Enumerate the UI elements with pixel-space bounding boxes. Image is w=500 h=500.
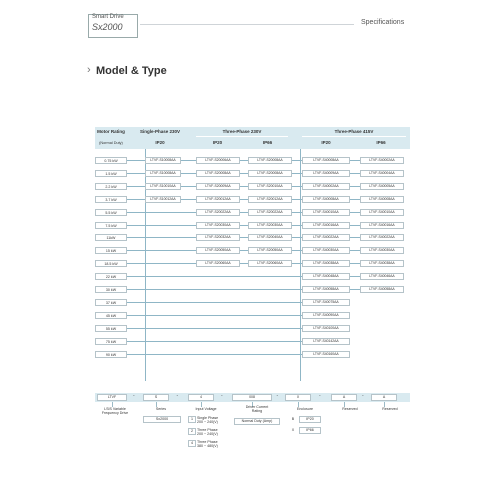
ip20-label: IP20 [321,140,331,145]
model-cell: LTVF-S40002AA [360,157,404,164]
prefix-desc [95,407,135,415]
model-cell: LTVF-S40010AA [360,209,404,216]
brand-name: Smart Drive [92,14,124,20]
model-cell: LTVF-S20030AA [248,222,292,229]
model-cell: LTVF-S40038AA [360,260,404,267]
model-cell: LTVF-S40009AA [302,170,350,177]
model-code-part: LTVF [97,394,127,401]
model-cell: LTVF-S40008AA [360,196,404,203]
current-label-line1: Driver Current [245,405,269,409]
voltage-desc [197,416,229,424]
current-label [232,405,282,413]
brand-model: Sx2000 [92,22,123,32]
model-cell: LTVF-S20040AA [248,234,292,241]
model-cell: LTVF-S20009AA [196,183,240,190]
model-cell: LTVF-S20060AA [196,260,240,267]
row-connector [127,276,398,277]
model-cell: LTVF-S20012AA [248,196,292,203]
group-header-three-415: Three-Phase 415V [334,129,374,134]
model-code-part: A [331,394,357,401]
motor-rating-cell: 2.2 kW [95,183,127,190]
ip20-label: IP20 [212,140,223,145]
model-cell: LTVF-S40142AA [302,338,350,345]
model-cell: LTVF-S40016AA [302,222,350,229]
voltage-desc-line1: Single Phase [197,416,219,420]
model-cell: LTVF-S20008AA [248,157,292,164]
model-cell: LTVF-S20008AA [248,170,292,177]
voltage-desc [197,428,229,436]
model-cell: LTVF-S20030AA [196,222,240,229]
prefix-desc-line2: Frequency Drive [101,411,129,415]
model-code-part: 008 [232,394,272,401]
group-divider [302,136,406,137]
model-cell: LTVF-S20050AA [196,247,240,254]
model-cell: LTVF-S40002AA [302,183,350,190]
model-cell: LTVF-S40046AA [360,273,404,280]
model-cell: LTVF-S40038AA [302,260,350,267]
code-separator: - [319,393,321,399]
reserved-label-1: Reserved [342,407,358,411]
model-cell: LTVF-S10010AA [145,183,181,190]
model-cell: LTVF-S40058AA [360,286,404,293]
voltage-desc-line2: 200 ~ 240(V) [197,432,218,437]
model-cell: LTVF-S20008AA [196,170,240,177]
col-header-motor-sub: (Normal Duty) [99,141,123,145]
model-cell: LTVF-S20060AA [248,260,292,267]
motor-rating-cell: 0.75 kW [95,157,127,164]
model-cell: LTVF-S20010AA [248,183,292,190]
ip20-label: IP20 [155,140,165,145]
voltage-code: 2 [188,428,196,435]
group-header-three-230: Three-Phase 230V [222,129,262,134]
voltage-code: 1 [188,416,196,423]
motor-rating-cell: 55 kW [95,325,127,332]
model-cell: LTVF-S40160AA [302,351,350,358]
code-separator: - [276,393,279,399]
code-separator: - [221,393,223,399]
row-connector [127,354,302,355]
enclosure-code: B [291,417,295,421]
model-cell: LTVF-S40010AA [302,209,350,216]
row-connector [127,315,302,316]
model-cell: LTVF-S40048AA [302,273,350,280]
model-cell: LTVF-S40004AA [360,170,404,177]
motor-rating-cell: 37 kW [95,299,127,306]
row-connector [127,302,302,303]
voltage-desc-line2: 200 ~ 240(V) [197,420,218,425]
motor-rating-cell: 75 kW [95,338,127,345]
motor-rating-cell: 7.5 kW [95,222,127,229]
motor-rating-cell: 11kW [95,234,127,241]
model-cell: LTVF-S10008AA [145,170,181,177]
model-code-part: S [143,394,169,401]
model-code-part: A [371,394,397,401]
voltage-desc-line2: 380 ~ 480(V) [197,444,218,449]
header-divider [140,24,354,25]
voltage-desc [197,440,229,448]
reserved-label-2: Reserved [382,407,398,411]
code-separator: - [133,393,135,399]
model-cell: LTVF-S20006AA [196,157,240,164]
motor-rating-cell: 18.5 kW [95,260,127,267]
current-value: Normal Duty (Amp) [234,418,280,425]
model-cell: LTVF-S20050AA [248,247,292,254]
series-label: Series [155,407,167,411]
chevron-right-icon: › [87,64,91,76]
model-cell: LTVF-S40005AA [360,183,404,190]
prefix-desc-line1: LSIS Variable [104,407,126,411]
model-cell: LTVF-S40022AA [360,234,404,241]
model-cell: LTVF-S20012AA [196,196,240,203]
model-code-part: X [285,394,311,401]
motor-rating-cell: 45 kW [95,312,127,319]
col-header-motor: Motor Rating [97,129,125,134]
row-connector [127,341,302,342]
voltage-desc-line1: Three Phase [197,440,218,444]
motor-rating-cell: 3.7 kW [95,196,127,203]
model-cell: LTVF-S40090AA [302,312,350,319]
model-cell: LTVF-S20022AA [196,209,240,216]
model-cell: LTVF-S20022AA [248,209,292,216]
model-cell: LTVF-S40030AA [302,247,350,254]
model-cell: LTVF-S40022AA [302,234,350,241]
enclosure-label: Enclosure [297,407,313,411]
row-connector [127,289,398,290]
code-separator: - [176,393,179,399]
group-divider [196,136,288,137]
model-code-part: 4 [188,394,214,401]
model-cell: LTVF-S40075AA [302,299,350,306]
model-cell: LTVF-S10012AA [145,196,181,203]
motor-rating-cell: 1.5 kW [95,170,127,177]
motor-rating-cell: 30 kW [95,286,127,293]
connector-line [300,149,301,381]
model-cell: LTVF-S40008AA [302,157,350,164]
group-header-single-230: Single-Phase 230V [139,129,181,134]
voltage-label: Input Voltage [195,407,217,411]
enclosure-value: IP20 [299,416,321,423]
current-label-line2: Rating [251,409,263,413]
motor-rating-cell: 22 kW [95,273,127,280]
enclosure-code: X [291,428,295,432]
model-cell: LTVF-S40016AA [360,222,404,229]
voltage-code: 4 [188,440,196,447]
motor-rating-cell: 5.5 kW [95,209,127,216]
series-value: Sx2000 [143,416,181,423]
model-cell: LTVF-S20032AA [196,234,240,241]
motor-rating-cell: 90 kW [95,351,127,358]
ip66-label: IP66 [262,140,273,145]
model-cell: LTVF-S10008AA [145,157,181,164]
voltage-desc-line1: Three Phase [197,428,218,432]
enclosure-value: IP66 [299,427,321,434]
page-title: Model & Type [96,65,167,77]
motor-rating-cell: 15 kW [95,247,127,254]
section-label: Specifications [361,19,405,26]
row-connector [127,328,302,329]
model-cell: LTVF-S40030AA [360,247,404,254]
ip66-label: IP66 [376,140,386,145]
model-cell: LTVF-S40058AA [302,286,350,293]
model-cell: LTVF-S40100AA [302,325,350,332]
code-separator: - [362,393,364,399]
model-cell: LTVF-S40008AA [302,196,350,203]
